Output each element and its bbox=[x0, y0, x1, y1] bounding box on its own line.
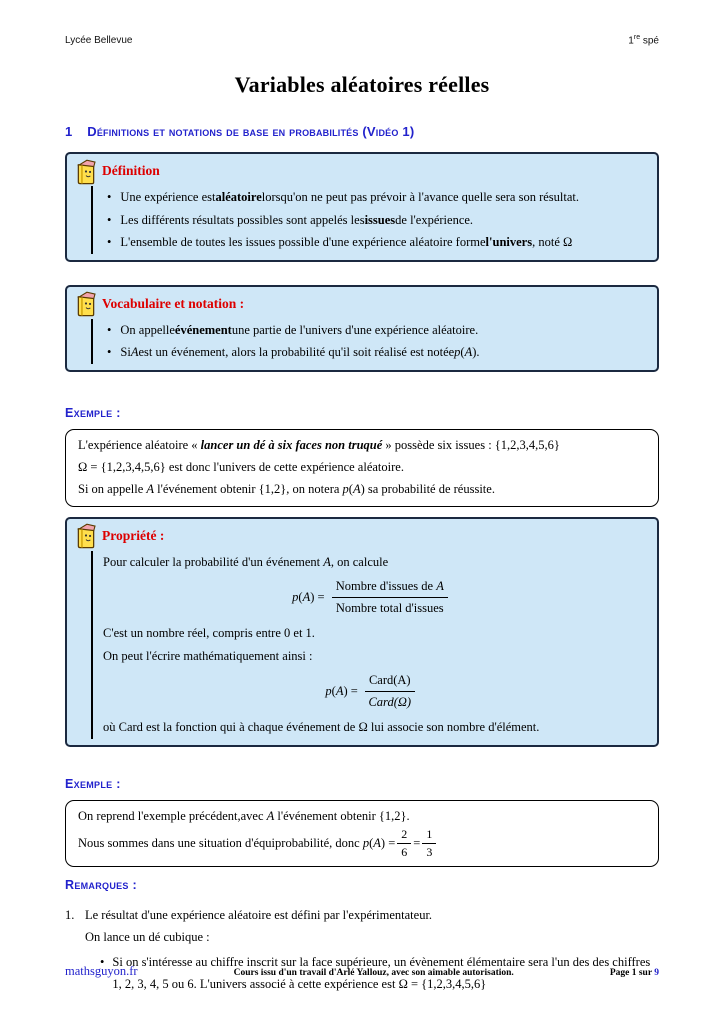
header-school: Lycée Bellevue bbox=[65, 35, 133, 47]
vocabulary-box-title: Vocabulaire et notation : bbox=[102, 295, 245, 311]
page-title: Variables aléatoires réelles bbox=[234, 72, 490, 98]
definition-bullet: • Une expérience est aléatoire lorsqu'on ne peut pas prévoir à l'avance quelle sera son résultat. bbox=[93, 186, 647, 209]
page-indicator: Page 1 sur 9 bbox=[609, 968, 659, 978]
example2-line1: On reprend l'exemple précédent,avec A l'événement obtenir {1,2}. bbox=[78, 808, 410, 823]
example2-heading: Exemple : bbox=[65, 776, 121, 791]
remark-line-2: On lance un dé cubique : bbox=[85, 929, 210, 944]
remark-sub-bullet: • Si on s'intéresse au chiffre inscrit sur la face supérieure, un évènement élémentaire sera l'un des des chiffres 1, 2, 3, 4, 5 ou 6. L'univers associé à cette expérience est Ω = {1,2,3,4,5,6} bbox=[85, 951, 659, 995]
example2-line2: Nous sommes dans une situation d'équiprobabilité, donc p(A) = $\frac{2}{6}$ = $\frac{1}{3}$ bbox=[78, 827, 646, 860]
cardinal-formula: p(A) = $\frac{\text{Card(A)}}{\text{Card(Ω)}}$ bbox=[93, 671, 647, 712]
example1-box bbox=[65, 429, 659, 507]
example1-line: Ω = {1,2,3,4,5,6} est donc l'univers de cette expérience aléatoire. bbox=[78, 459, 404, 474]
fraction: $\frac{1}{3}$ bbox=[422, 827, 436, 860]
vocabulary-box bbox=[65, 285, 659, 372]
vocabulary-bullet: • On appelle événement une partie de l'univers d'une expérience aléatoire. bbox=[93, 319, 647, 342]
property-box-title: Propriété : bbox=[102, 527, 165, 543]
probability-formula: p(A) = $\frac{\text{Nombre d'issues de A}}{\text{Nombre total d'issues}}$ bbox=[93, 577, 647, 618]
section-heading bbox=[65, 124, 659, 139]
example1-heading: Exemple : bbox=[65, 405, 121, 420]
section-title: Définitions et notations de base en probabilités (Vidéo 1) bbox=[87, 124, 415, 140]
property-intro: Pour calculer la probabilité d'un événement A, on calcule bbox=[103, 554, 389, 569]
remark-line-1: Le résultat d'une expérience aléatoire est défini par l'expérimentateur. bbox=[85, 907, 433, 922]
remark-number: 1. bbox=[65, 907, 75, 922]
website-link[interactable]: mathsguyon.fr bbox=[65, 964, 138, 978]
fraction: $\frac{2}{6}$ bbox=[397, 827, 411, 860]
vocabulary-bullet: • Si A est un événement, alors la probabilité qu'il soit réalisé est notée p ( A ). bbox=[93, 341, 647, 364]
page-footer bbox=[65, 964, 659, 979]
definition-box bbox=[65, 152, 659, 262]
footer-credit: Cours issu d'un travail d'Arlé Yallouz, avec son aimable autorisation. bbox=[233, 968, 514, 978]
book-icon bbox=[75, 290, 97, 317]
remark-item-1 bbox=[65, 904, 659, 995]
remarks-heading: Remarques : bbox=[65, 877, 137, 892]
property-note-2: On peut l'écrire mathématiquement ainsi : bbox=[103, 648, 313, 663]
section-number: 1 bbox=[65, 124, 73, 140]
definition-bullet: • L'ensemble de toutes les issues possible d'une expérience aléatoire forme l'univers , noté Ω bbox=[93, 231, 647, 254]
definition-bullet: • Les différents résultats possibles sont appelés les issues de l'expérience. bbox=[93, 209, 647, 232]
property-note-1: C'est un nombre réel, compris entre 0 et 1. bbox=[103, 626, 315, 641]
book-icon bbox=[75, 158, 97, 185]
definition-box-title: Définition bbox=[102, 163, 160, 179]
running-header bbox=[65, 34, 659, 46]
fraction: $\frac{\text{Card(A)}}{\text{Card(Ω)}}$ bbox=[365, 671, 415, 712]
book-icon bbox=[75, 522, 97, 549]
example1-line: L'expérience aléatoire « lancer un dé à six faces non truqué » possède six issues : {1,2,3,4,5,6} bbox=[78, 437, 560, 452]
header-class: 1re spé bbox=[628, 34, 659, 47]
property-outro: où Card est la fonction qui à chaque événement de Ω lui associe son nombre d'élément. bbox=[103, 720, 540, 735]
example2-box bbox=[65, 800, 659, 867]
fraction: $\frac{\text{Nombre d'issues de A}}{\text{Nombre total d'issues}}$ bbox=[332, 577, 448, 618]
example1-line: Si on appelle A l'événement obtenir {1,2}, on notera p(A) sa probabilité de réussite. bbox=[78, 481, 495, 496]
property-box bbox=[65, 517, 659, 747]
